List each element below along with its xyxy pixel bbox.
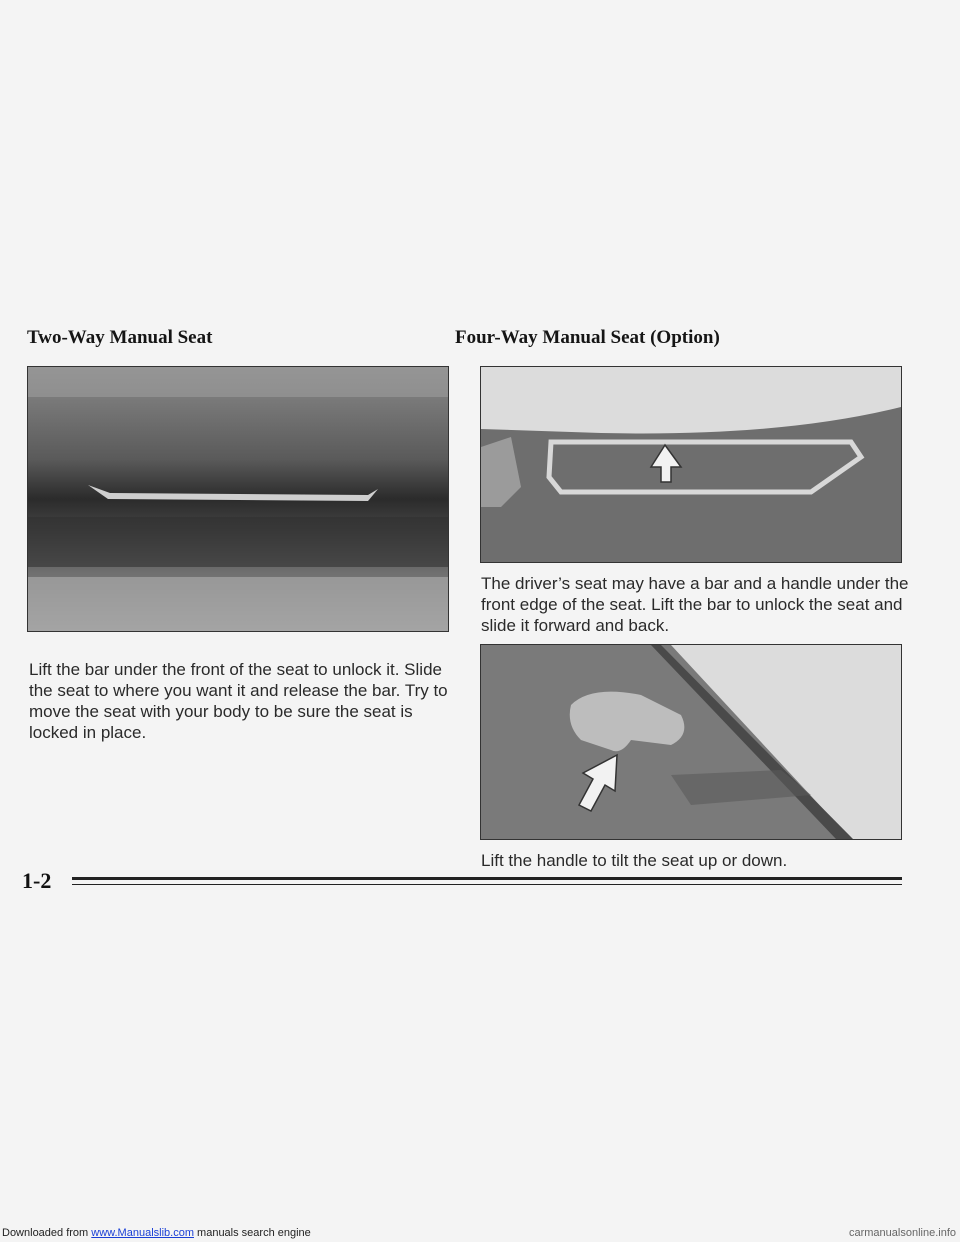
two-way-seat-heading: Two-Way Manual Seat — [27, 327, 213, 348]
footer-suffix: manuals search engine — [193, 1227, 311, 1239]
four-way-seat-bar-photo — [480, 366, 902, 563]
footer-download-note — [2, 1227, 311, 1239]
two-way-seat-photo — [27, 366, 449, 632]
four-way-seat-handle-photo — [480, 644, 902, 840]
footer-prefix: Downloaded from — [2, 1227, 92, 1239]
four-way-seat-bar-description: The driver’s seat may have a bar and a handle under the front edge of the seat. Lift the bar to unlock the seat and slide it forward and back. — [481, 574, 909, 635]
four-way-seat-handle-description: Lift the handle to tilt the seat up or down. — [481, 851, 788, 870]
four-way-seat-heading: Four-Way Manual Seat (Option) — [455, 327, 720, 348]
page-rule-thin — [72, 884, 902, 885]
manualslib-link[interactable]: www.Manualslib.com — [91, 1227, 194, 1239]
seat-bar-arrow-illustration — [481, 367, 901, 562]
page-rule-thick — [72, 877, 902, 880]
seat-bar-illustration — [28, 367, 448, 631]
page-number: 1-2 — [22, 868, 52, 893]
seat-handle-arrow-illustration — [481, 645, 901, 839]
footer-watermark: carmanualsonline.info — [848, 1227, 956, 1239]
two-way-seat-description: Lift the bar under the front of the seat to unlock it. Slide the seat to where you want it and release the bar. Try to move the seat with your body to be sure the seat is locked in place. — [29, 660, 448, 742]
